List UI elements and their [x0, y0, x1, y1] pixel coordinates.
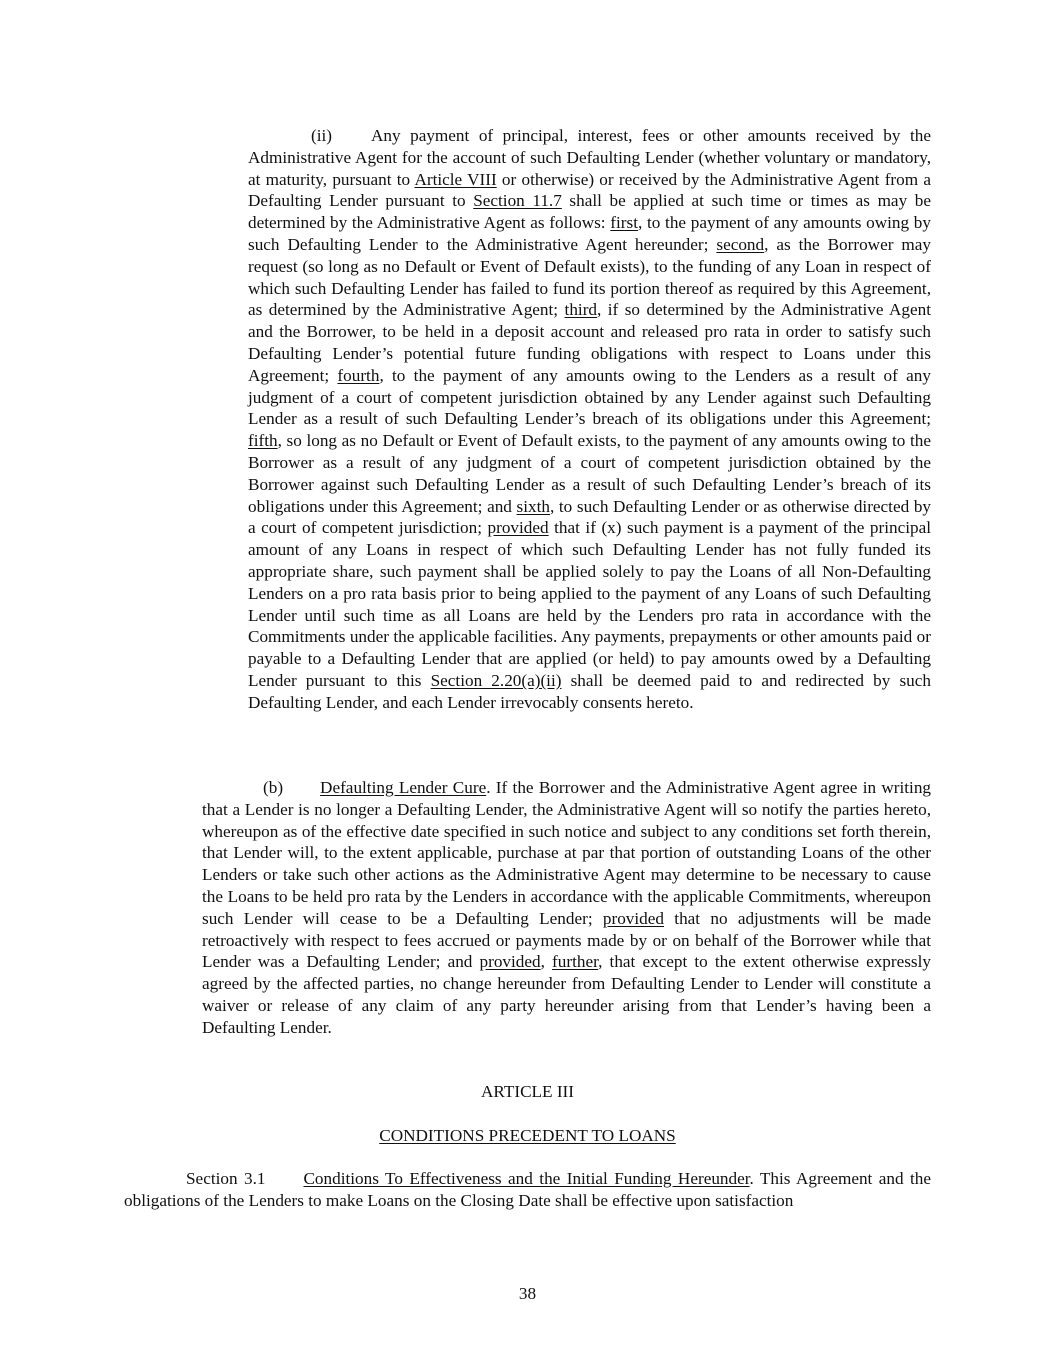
article-reference: Article VIII	[414, 169, 497, 189]
further-term: further	[552, 952, 599, 972]
article-subtitle: CONDITIONS PRECEDENT TO LOANS	[379, 1126, 676, 1145]
ordinal-second: second	[716, 234, 765, 254]
article-title: ARTICLE III	[481, 1082, 574, 1101]
paragraph-marker: (ii)	[311, 126, 332, 145]
page-number: 38	[518, 1284, 537, 1303]
ordinal-first: first	[610, 213, 638, 233]
paragraph-heading: Defaulting Lender Cure	[320, 778, 487, 797]
section-reference: Section 11.7	[473, 191, 562, 211]
section-heading: Conditions To Effectiveness and the Initial Funding Hereunder	[303, 1169, 750, 1188]
paragraph-ii: (ii) Any payment of principal, interest, fees or other amounts received by the Administrative Agent for the account of such Defaulting Lender (whether voluntary or mandatory, at maturity, pursuant to Article VIII or otherwise) or received by the Administrative Agent from a Defaulting Lender pursuant to Section 11.7 shall be applied at such time or times as may be determined by the Administrative Agent as follows: first, to the payment of any amounts owing by such Defaulting Lender to the Administrative Agent hereunder; second, as the Borrower may request (so long as no Default or Event of Default exists), to the funding of any Loan in respect of which such Defaulting Lender has failed to fund its portion thereof as required by this Agreement, as determined by the Administrative Agent; third, if so determined by the Administrative Agent and the Borrower, to be held in a deposit account and released pro rata in order to satisfy such Defaulting Lender’s potential future funding obligations with respect to Loans under this Agreement; fourth, to the payment of any amounts owing to the Lenders as a result of any judgment of a court of competent jurisdiction obtained by any Lender against such Defaulting Lender as a result of such Defaulting Lender’s breach of its obligations under this Agreement; fifth, so long as no Default or Event of Default exists, to the payment of any amounts owing to the Borrower as a result of any judgment of a court of competent jurisdiction obtained by the Borrower against such Defaulting Lender as a result of such Defaulting Lender’s breach of its obligations under this Agreement; and sixth, to such Defaulting Lender or as otherwise directed by a court of competent jurisdiction; provided that if (x) such payment is a payment of the principal amount of any Loans in respect of which such Defaulting Lender has not fully funded its appropriate share, such payment shall be applied solely to pay the Loans of all Non-Defaulting Lenders on a pro rata basis prior to being applied to the payment of any Loans of such Defaulting Lender until such time as all Loans are held by the Lenders pro rata in accordance with the Commitments under the applicable facilities. Any payments, prepayments or other amounts paid or payable to a Defaulting Lender that are applied (or held) to pay amounts owed by a Defaulting Lender pursuant to this Section 2.20(a)(ii) shall be deemed paid to and redirected by such Defaulting Lender, and each Lender irrevocably consents hereto.	[248, 126, 932, 712]
provided-term: provided	[602, 908, 664, 928]
provided-term: provided	[479, 952, 541, 972]
ordinal-sixth: sixth	[516, 496, 550, 516]
ordinal-third: third	[564, 300, 598, 320]
ordinal-fourth: fourth	[337, 365, 380, 385]
ordinal-fifth: fifth	[248, 431, 278, 451]
section-number: Section 3.1	[186, 1169, 266, 1188]
paragraph-b: (b) Defaulting Lender Cure. If the Borrower and the Administrative Agent agree in writing that a Lender is no longer a Defaulting Lender, the Administrative Agent will so notify the parties hereto, whereupon as of the effective date specified in such notice and subject to any conditions set forth therein, that Lender will, to the extent applicable, purchase at par that portion of outstanding Loans of the other Lenders or take such other actions as the Administrative Agent may determine to be necessary to cause the Loans to be held pro rata by the Lenders in accordance with the applicable Commitments, whereupon such Lender will cease to be a Defaulting Lender; provided that no adjustments will be made retroactively with respect to fees accrued or payments made by or on behalf of the Borrower while that Lender was a Defaulting Lender; and provided, further, that except to the extent otherwise expressly agreed by the affected parties, no change hereunder from Defaulting Lender to Lender will constitute a waiver or release of any claim of any party hereunder arising from that Lender’s having been a Defaulting Lender.	[202, 778, 932, 1037]
section-3-1: Section 3.1 Conditions To Effectiveness and the Initial Funding Hereunder. This Agreement and the obligations of the Lenders to make Loans on the Closing Date shall be effective upon satisfaction	[124, 1169, 931, 1210]
section-reference: Section 2.20(a)(ii)	[430, 670, 562, 690]
provided-term: provided	[487, 518, 549, 538]
paragraph-marker: (b)	[263, 778, 284, 797]
